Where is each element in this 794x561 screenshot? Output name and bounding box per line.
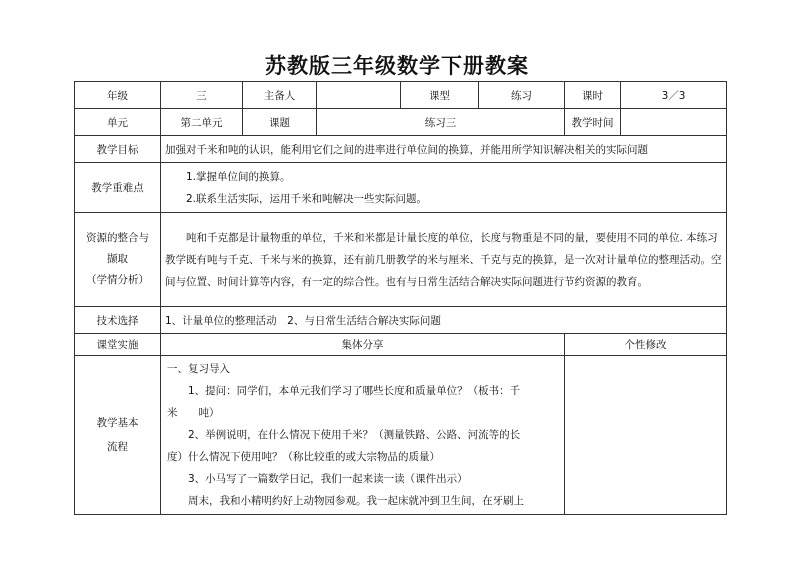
- time-label: 教学时间: [565, 109, 621, 136]
- process-line: 米 吨）: [167, 407, 220, 419]
- document-title: 苏教版三年级数学下册教案: [265, 54, 529, 78]
- row-unit: [75, 109, 727, 136]
- process-line: 度）什么情况下使用吨？（称比较重的或大宗物品的质量）: [167, 451, 440, 463]
- personal-column-header: 个性修改: [565, 334, 727, 356]
- grade-label: 年级: [75, 82, 161, 109]
- lesson-plan-table: [74, 81, 727, 515]
- key-points-label: 教学重难点: [75, 163, 161, 213]
- grade-value: 三: [161, 82, 243, 109]
- row-key-points: [75, 163, 727, 213]
- row-goals: [75, 136, 727, 163]
- lesson-type-value: 练习: [479, 82, 565, 109]
- goals-text: 加强对千米和吨的认识，能利用它们之间的进率进行单位间的换算，并能用所学知识解决相关的实际问题: [161, 136, 727, 163]
- preparer-label: 主备人: [243, 82, 317, 109]
- process-line: 2、举例说明，在什么情况下使用千米？（测量铁路、公路、河流等的长: [188, 429, 521, 441]
- resources-label: 资源的整合与 撷取 （学情分析）: [75, 213, 161, 307]
- row-grade: [75, 82, 727, 109]
- process-line: 3、小马写了一篇数学日记，我们一起来读一读（课件出示）: [188, 473, 468, 485]
- process-content: [161, 356, 565, 515]
- row-classroom: [75, 334, 727, 356]
- row-resources: [75, 213, 727, 307]
- row-process: [75, 356, 727, 515]
- goals-label: 教学目标: [75, 136, 161, 163]
- personal-notes-cell: [565, 356, 727, 515]
- key-point-item: 1.掌握单位间的换算。: [186, 170, 291, 183]
- process-line: 一、复习导入: [167, 363, 230, 375]
- lesson-type-label: 课型: [401, 82, 479, 109]
- unit-label: 单元: [75, 109, 161, 136]
- process-line: 1、提问：同学们，本单元我们学习了哪些长度和质量单位？（板书：千: [188, 385, 521, 397]
- row-tech: [75, 307, 727, 334]
- key-point-item: 2.联系生活实际，运用千米和吨解决一些实际问题。: [186, 192, 428, 205]
- period-value: 3／3: [621, 82, 727, 109]
- tech-text: 1、计量单位的整理活动 2、与日常生活结合解决实际问题: [161, 307, 727, 334]
- tech-label: 技术选择: [75, 307, 161, 334]
- period-label: 课时: [565, 82, 621, 109]
- time-value: [621, 109, 727, 136]
- topic-label: 课题: [243, 109, 317, 136]
- topic-value: 练习三: [317, 109, 565, 136]
- shared-column-header: 集体分享: [161, 334, 565, 356]
- process-label: 教学基本 流程: [75, 356, 161, 515]
- preparer-value: [317, 82, 401, 109]
- unit-value: 第二单元: [161, 109, 243, 136]
- process-line: 周末，我和小精明约好上动物园参观。我一起床就冲到卫生间，在牙刷上: [188, 495, 524, 507]
- resources-text: 吨和千克都是计量物重的单位，千米和米都是计量长度的单位，长度与物重是不同的量，要使用不同的单位. 本练习教学既有吨与千克、千米与米的换算，还有前几册教学的米与厘米、千克与克的换算，是一次对计量单位的整理活动。空间与位置、时间计算等内容，有一定的综合性。也有与日常生活结合解决实际问题进行节约资源的教育。: [161, 213, 727, 307]
- key-points-content: [161, 163, 727, 213]
- classroom-label: 课堂实施: [75, 334, 161, 356]
